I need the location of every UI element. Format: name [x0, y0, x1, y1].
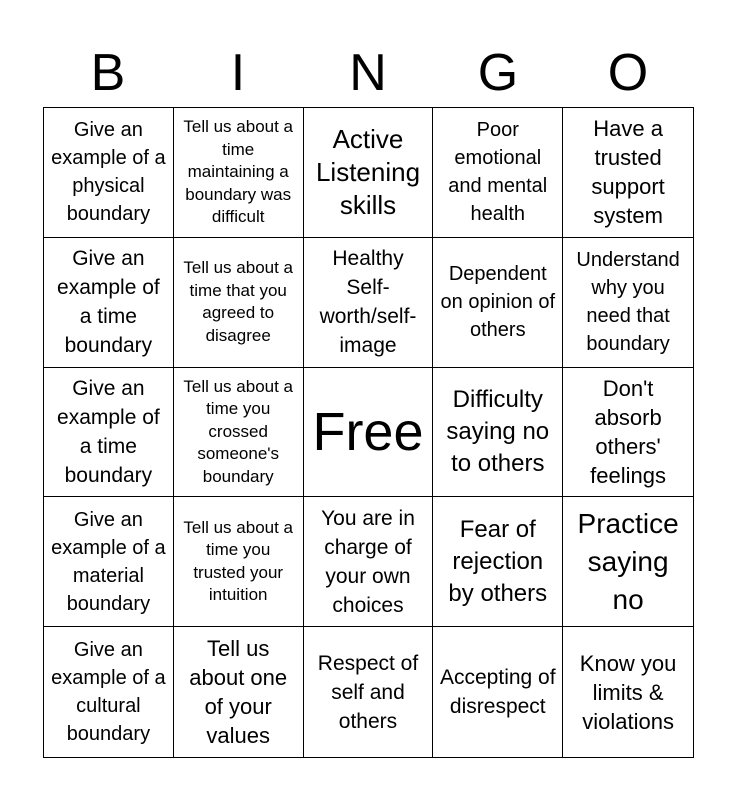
free-cell[interactable]: Free [304, 368, 434, 498]
bingo-cell[interactable]: You are in charge of your own choices [304, 497, 434, 627]
header-letter-i: I [230, 44, 246, 102]
bingo-cell[interactable]: Understand why you need that boundary [563, 238, 693, 368]
bingo-cell[interactable]: Poor emotional and mental health [433, 108, 563, 238]
bingo-header [43, 40, 693, 106]
bingo-cell[interactable]: Difficulty saying no to others [433, 368, 563, 498]
header-letter-n: N [349, 44, 387, 102]
bingo-cell[interactable]: Tell us about a time you crossed someone's boundary [174, 368, 304, 498]
bingo-cell[interactable]: Tell us about a time that you agreed to disagree [174, 238, 304, 368]
bingo-cell[interactable]: Give an example of a time boundary [44, 238, 174, 368]
bingo-cell[interactable]: Active Listening skills [304, 108, 434, 238]
bingo-cell[interactable]: Dependent on opinion of others [433, 238, 563, 368]
bingo-cell[interactable]: Tell us about a time you trusted your intuition [174, 497, 304, 627]
bingo-cell[interactable]: Healthy Self-worth/self-image [304, 238, 434, 368]
bingo-cell[interactable]: Give an example of a material boundary [44, 497, 174, 627]
bingo-cell[interactable]: Respect of self and others [304, 627, 434, 757]
bingo-cell[interactable]: Give an example of a physical boundary [44, 108, 174, 238]
bingo-cell[interactable]: Tell us about one of your values [174, 627, 304, 757]
header-letter-b: B [90, 44, 126, 102]
bingo-cell[interactable]: Fear of rejection by others [433, 497, 563, 627]
bingo-cell[interactable]: Have a trusted support system [563, 108, 693, 238]
bingo-cell[interactable]: Don't absorb others' feelings [563, 368, 693, 498]
bingo-board [43, 107, 694, 758]
header-letter-g: G [477, 44, 519, 102]
bingo-cell[interactable]: Give an example of a time boundary [44, 368, 174, 498]
bingo-cell[interactable]: Know you limits & violations [579, 650, 677, 734]
bingo-cell[interactable]: Give an example of a cultural boundary [44, 627, 174, 757]
bingo-cell[interactable]: Accepting of disrespect [433, 627, 563, 757]
bingo-cell[interactable]: Tell us about a time maintaining a boundary was difficult [174, 108, 304, 238]
header-letter-o: O [607, 44, 649, 102]
bingo-cell[interactable]: Practice saying no [563, 497, 693, 627]
